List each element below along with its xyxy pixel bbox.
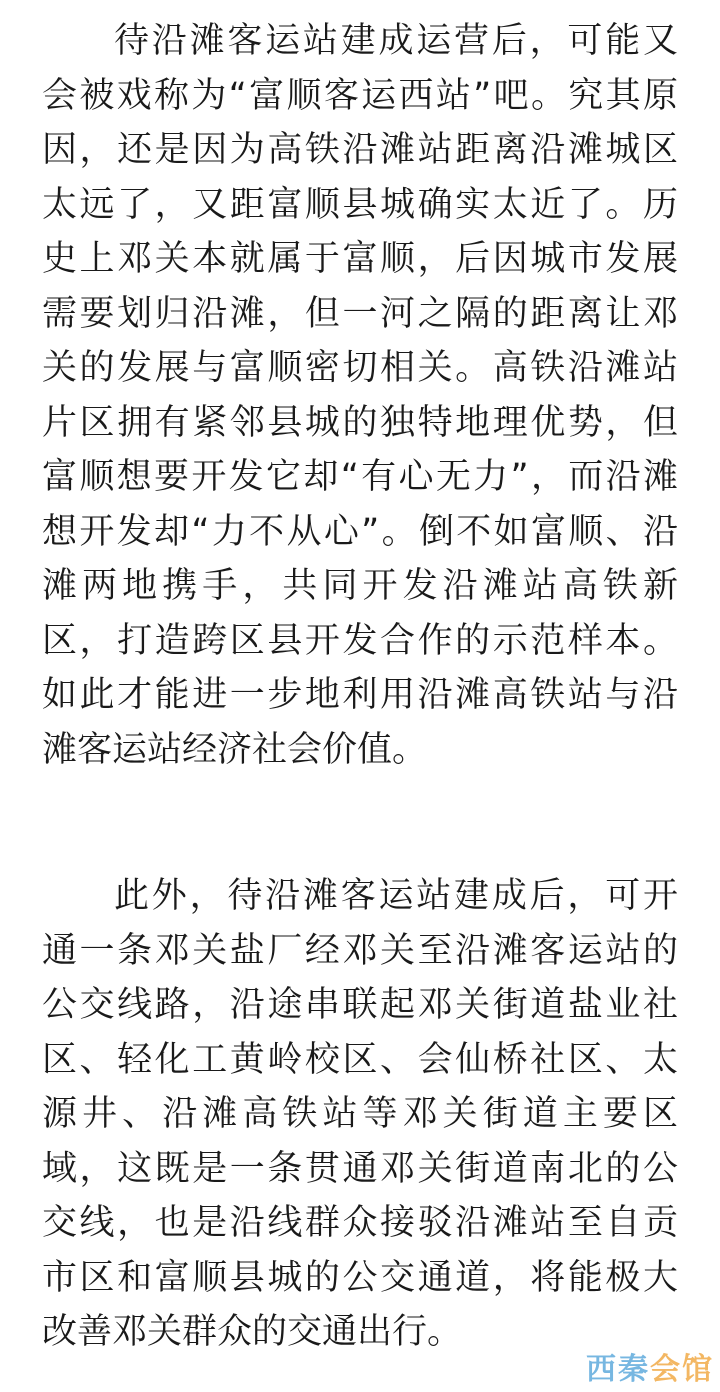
paragraph-line: 公交线路，沿途串联起邓关街道盐业社 xyxy=(42,985,678,1025)
paragraph-line: 滩客运站经济社会价值。 xyxy=(42,729,428,770)
paragraph-line: 滩两地携手，共同开发沿滩站高铁新 xyxy=(42,566,678,606)
paragraph-line: 需要划归沿滩，但一河之隔的距离让邓 xyxy=(42,293,678,334)
paragraph-2 xyxy=(42,869,678,1360)
watermark-part-1: 西秦 xyxy=(586,1352,650,1387)
paragraph-line: 区，打造跨区县开发合作的示范样本。 xyxy=(42,620,678,661)
paragraph-line: 如此才能进一步地利用沿滩高铁站与沿 xyxy=(42,675,678,715)
paragraph-line: 市区和富顺县城的公交通道，将能极大 xyxy=(42,1257,678,1298)
paragraph-line: 关的发展与富顺密切相关。高铁沿滩站 xyxy=(42,348,678,388)
paragraph-line: 此外，待沿滩客运站建成后，可开 xyxy=(114,876,678,916)
watermark-logo xyxy=(586,1344,714,1388)
paragraph-line: 改善邓关群众的交通出行。 xyxy=(42,1312,463,1352)
paragraph-line: 区、轻化工黄岭校区、会仙桥社区、太 xyxy=(42,1039,678,1080)
paragraph-line: 会被戏称为“富顺客运西站”吧。究其原 xyxy=(42,75,678,116)
paragraph-line: 域，这既是一条贯通邓关街道南北的公 xyxy=(42,1148,678,1189)
paragraph-line: 待沿滩客运站建成运营后，可能又 xyxy=(114,21,678,61)
paragraph-line: 太远了，又距富顺县城确实太近了。历 xyxy=(42,184,678,225)
paragraph-line: 史上邓关本就属于富顺，后因城市发展 xyxy=(42,239,678,279)
paragraph-1 xyxy=(42,14,678,777)
paragraph-line: 富顺想要开发它却“有心无力”，而沿滩 xyxy=(42,457,678,497)
article-body xyxy=(42,14,678,1360)
paragraph-line: 想开发却“力不从心”。倒不如富顺、沿 xyxy=(42,511,678,552)
paragraph-gap xyxy=(42,777,678,869)
paragraph-line: 片区拥有紧邻县城的独特地理优势，但 xyxy=(42,402,678,443)
watermark-part-2: 会馆 xyxy=(650,1352,714,1387)
paragraph-line: 源井、沿滩高铁站等邓关街道主要区 xyxy=(42,1094,678,1134)
paragraph-line: 因，还是因为高铁沿滩站距离沿滩城区 xyxy=(42,130,678,170)
paragraph-line: 交线，也是沿线群众接驳沿滩站至自贡 xyxy=(42,1203,678,1243)
paragraph-line: 通一条邓关盐厂经邓关至沿滩客运站的 xyxy=(42,930,678,971)
